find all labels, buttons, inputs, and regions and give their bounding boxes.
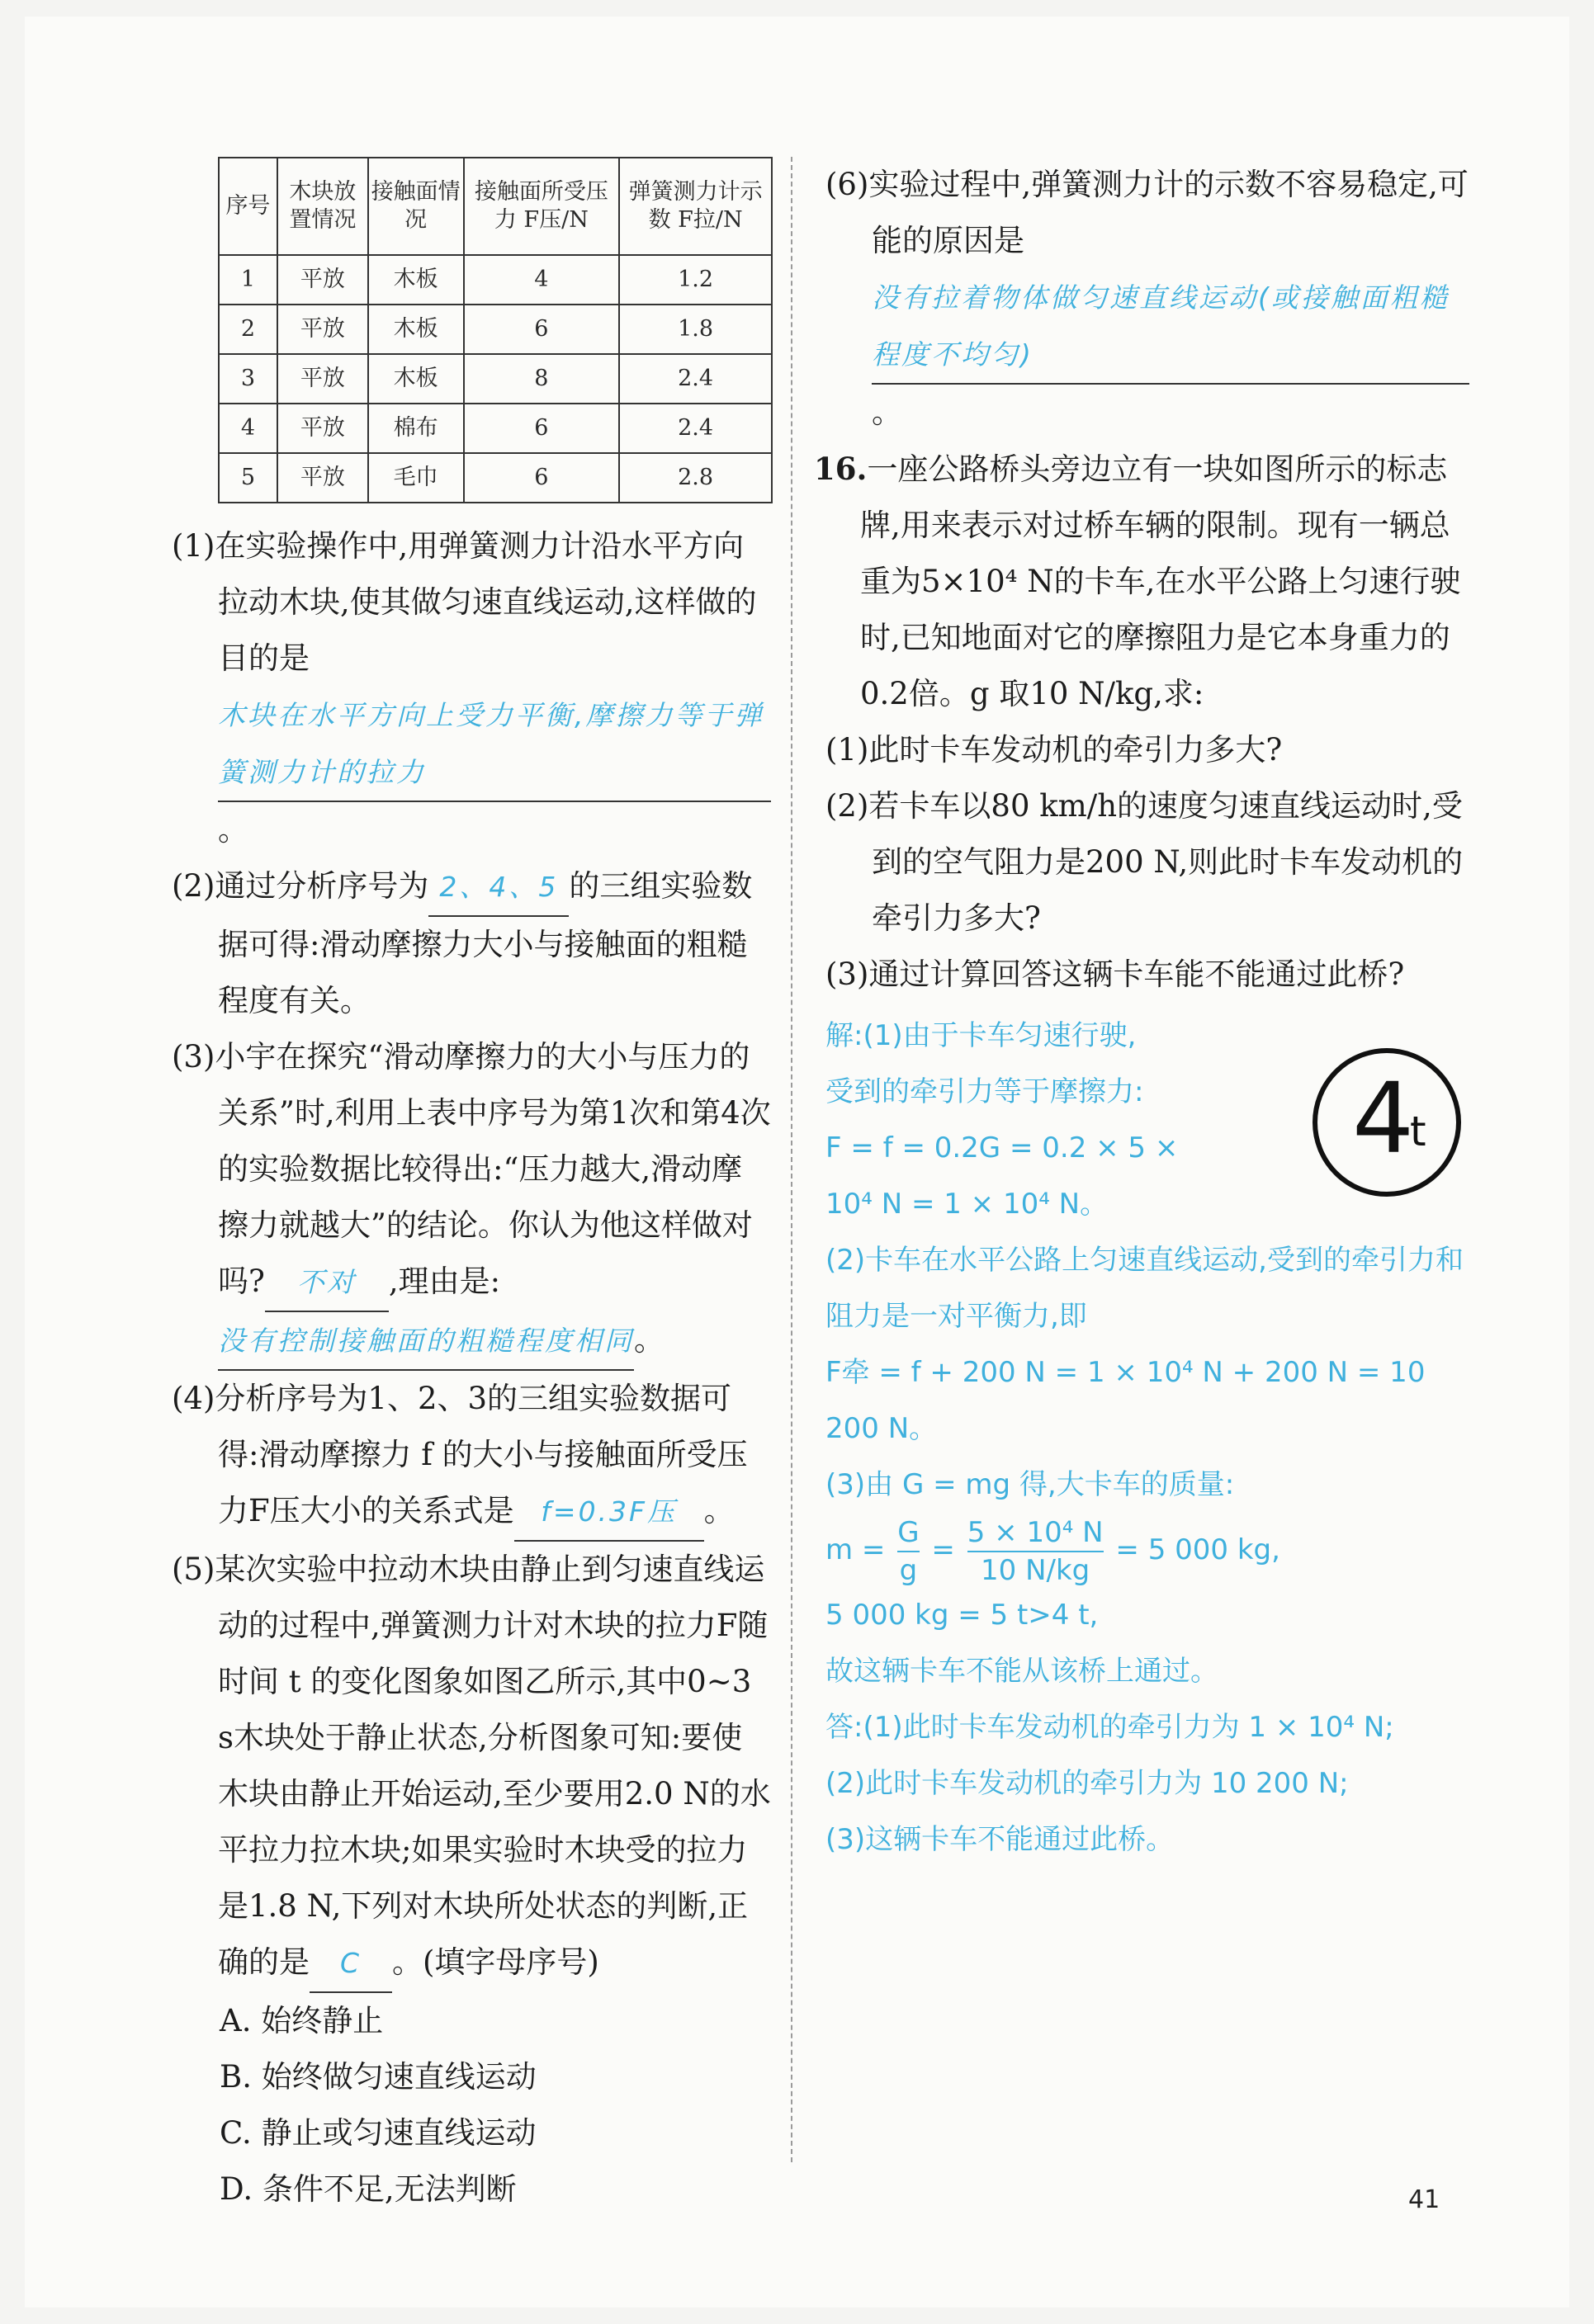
sign-value: 4 (1352, 1061, 1415, 1175)
table-cell: 2.4 (619, 354, 772, 404)
question-text: ,理由是: (388, 1264, 501, 1299)
sign-unit: t (1410, 1108, 1426, 1155)
weight-limit-sign (1313, 1048, 1461, 1197)
question-text: (1)在实验操作中,用弹簧测力计沿水平方向拉动木块,使其做匀速直线运动,这样做的目的是 (172, 528, 757, 676)
question-text: 的三组实验数据可得:滑动摩擦力大小与接触面的粗糙程度有关。 (218, 868, 753, 1018)
table-cell: 6 (464, 453, 620, 503)
solution-line: (2)卡车在水平公路上匀速直线运动,受到的牵引力和阻力是一对平衡力,即 (825, 1244, 1464, 1333)
table-row (219, 354, 772, 404)
table-cell: 6 (464, 305, 620, 354)
solution-line: (3)这辆卡车不能通过此桥。 (825, 1823, 1175, 1856)
solution-fraction-line (825, 1513, 1469, 1587)
table-row (219, 404, 772, 453)
solution-line: 5 000 kg = 5 t>4 t, (825, 1599, 1099, 1632)
handwritten-answer: 没有控制接触面的粗糙程度相同 (218, 1325, 634, 1357)
answer-blank[interactable] (872, 269, 1469, 385)
fraction-denominator: g (899, 1553, 918, 1587)
table-cell: 平放 (277, 305, 368, 354)
answer-blank[interactable] (428, 858, 569, 917)
table-cell: 1.2 (619, 255, 772, 305)
question-2 (172, 858, 771, 1029)
question-16 (814, 441, 1469, 722)
handwritten-answer: 2、4、5 (439, 871, 559, 903)
question-stem: 一座公路桥头旁边立有一块如图所示的标志牌,用来表示对过桥车辆的限制。现有一辆总重为5×10⁴ N的卡车,在水平公路上匀速行驶时,已知地面对它的摩擦阻力是它本身重力的0.2倍。g 取10 N/kg,求: (860, 451, 1461, 711)
question-number: 16. (814, 451, 868, 487)
option-d: D. 条件不足,无法判断 (220, 2171, 517, 2207)
question-16-part-1: (1)此时卡车发动机的牵引力多大? (825, 732, 1283, 768)
solution-line: (3)由 G = mg 得,大卡车的质量: (825, 1468, 1235, 1501)
question-6 (825, 157, 1469, 441)
experiment-table (218, 157, 773, 503)
answer-blank[interactable] (218, 1312, 634, 1371)
handwritten-answer: 不对 (296, 1266, 357, 1298)
table-cell: 木板 (368, 305, 464, 354)
solution-line: (2)此时卡车发动机的牵引力为 10 200 N; (825, 1767, 1349, 1800)
question-text: (4)分析序号为1、2、3的三组实验数据可得:滑动摩擦力 f 的大小与接触面所受压力F压大小的关系式是 (172, 1381, 748, 1528)
table-cell: 1.8 (619, 305, 772, 354)
answer-blank[interactable] (514, 1483, 704, 1542)
fraction-rhs: = 5 000 kg, (1115, 1533, 1280, 1566)
table-cell: 8 (464, 354, 620, 404)
fraction-numerator: 5 × 10⁴ N (967, 1515, 1104, 1549)
table-cell: 平放 (277, 354, 368, 404)
table-cell: 4 (219, 404, 277, 453)
page-number: 41 (1408, 2185, 1440, 2214)
question-4 (172, 1371, 771, 1542)
question-3 (172, 1029, 771, 1371)
question-text: 。 (634, 1322, 665, 1358)
right-column (814, 157, 1469, 1868)
question-16-part-3: (3)通过计算回答这辆卡车能不能通过此桥? (825, 957, 1405, 992)
answer-blank[interactable] (310, 1934, 392, 1993)
table-cell: 1 (219, 255, 277, 305)
table-cell: 木板 (368, 255, 464, 305)
handwritten-answer: 木块在水平方向上受力平衡,摩擦力等于弹簧测力计的拉力 (218, 699, 764, 788)
fraction (897, 1516, 919, 1587)
table-header: 木块放置情况 (277, 158, 368, 255)
fraction-equals: = (931, 1533, 955, 1566)
handwritten-answer: C (339, 1947, 362, 1979)
left-column (172, 157, 771, 2218)
solution-line: 答:(1)此时卡车发动机的牵引力为 1 × 10⁴ N; (825, 1711, 1394, 1744)
table-cell: 平放 (277, 255, 368, 305)
table-header: 接触面所受压力 F压/N (464, 158, 620, 255)
question-text: 。 (703, 1493, 735, 1528)
table-cell: 2 (219, 305, 277, 354)
table-header-row (219, 158, 772, 255)
table-cell: 6 (464, 404, 620, 453)
solution-line: 受到的牵引力等于摩擦力: (825, 1075, 1144, 1108)
question-text: 。 (872, 394, 902, 430)
question-text: 。 (218, 812, 248, 848)
handwritten-answer: 没有拉着物体做匀速直线运动(或接触面粗糙程度不均匀) (872, 281, 1450, 371)
table-cell: 4 (464, 255, 620, 305)
table-cell: 平放 (277, 453, 368, 503)
solution-line: F牵 = f + 200 N = 1 × 10⁴ N + 200 N = 10 200 N。 (825, 1356, 1426, 1445)
solution-line: F = f = 0.2G = 0.2 × 5 × (825, 1131, 1179, 1164)
solution-line: 解:(1)由于卡车匀速行驶, (825, 1019, 1137, 1052)
answer-blank[interactable] (265, 1254, 389, 1312)
table-cell: 平放 (277, 404, 368, 453)
table-header: 接触面情况 (368, 158, 464, 255)
fraction-denominator: 10 N/kg (981, 1553, 1090, 1587)
question-text: (3)小宇在探究“滑动摩擦力的大小与压力的关系”时,利用上表中序号为第1次和第4次的实验数据比较得出:“压力越大,滑动摩擦力就越大”的结论。你认为他这样做对吗? (172, 1039, 771, 1299)
table-cell: 5 (219, 453, 277, 503)
fraction-numerator: G (897, 1515, 920, 1549)
question-text: (2)通过分析序号为 (172, 868, 429, 904)
question-5 (172, 1542, 771, 1993)
table-cell: 2.4 (619, 404, 772, 453)
table-header: 序号 (219, 158, 277, 255)
question-text: (5)某次实验中拉动木块由静止到匀速直线运动的过程中,弹簧测力计对木块的拉力F随时间 t 的变化图象如图乙所示,其中0~3 s木块处于静止状态,分析图象可知:要使木块由静止开始运动,至少要用2.0 N的水平拉力拉木块;如果实验时木块受的拉力是1.8 N,下列对木块所处状态的判断,正确的是 (172, 1552, 771, 1980)
option-c: C. 静止或匀速直线运动 (220, 2115, 537, 2151)
question-text: (6)实验过程中,弹簧测力计的示数不容易稳定,可能的原因是 (825, 167, 1469, 258)
solution-line: 10⁴ N = 1 × 10⁴ N。 (825, 1188, 1109, 1221)
handwritten-answer: f=0.3F压 (541, 1495, 678, 1528)
table-cell: 3 (219, 354, 277, 404)
column-divider (791, 157, 792, 2162)
table-cell: 棉布 (368, 404, 464, 453)
fraction (967, 1516, 1104, 1587)
table-row (219, 453, 772, 503)
question-text: 。(填字母序号) (392, 1944, 599, 1980)
solution-line: 故这辆卡车不能从该桥上通过。 (825, 1655, 1218, 1688)
table-row (219, 305, 772, 354)
answer-blank[interactable] (218, 687, 771, 802)
option-a: A. 始终静止 (220, 2003, 384, 2038)
table-cell: 木板 (368, 354, 464, 404)
option-b: B. 始终做匀速直线运动 (220, 2059, 537, 2095)
fraction-lhs: m = (825, 1533, 886, 1566)
table-row (219, 255, 772, 305)
table-cell: 2.8 (619, 453, 772, 503)
table-header: 弹簧测力计示数 F拉/N (619, 158, 772, 255)
question-1 (172, 518, 771, 858)
question-16-part-2: (2)若卡车以80 km/h的速度匀速直线运动时,受到的空气阻力是200 N,则此时卡车发动机的牵引力多大? (825, 788, 1464, 936)
table-cell: 毛巾 (368, 453, 464, 503)
